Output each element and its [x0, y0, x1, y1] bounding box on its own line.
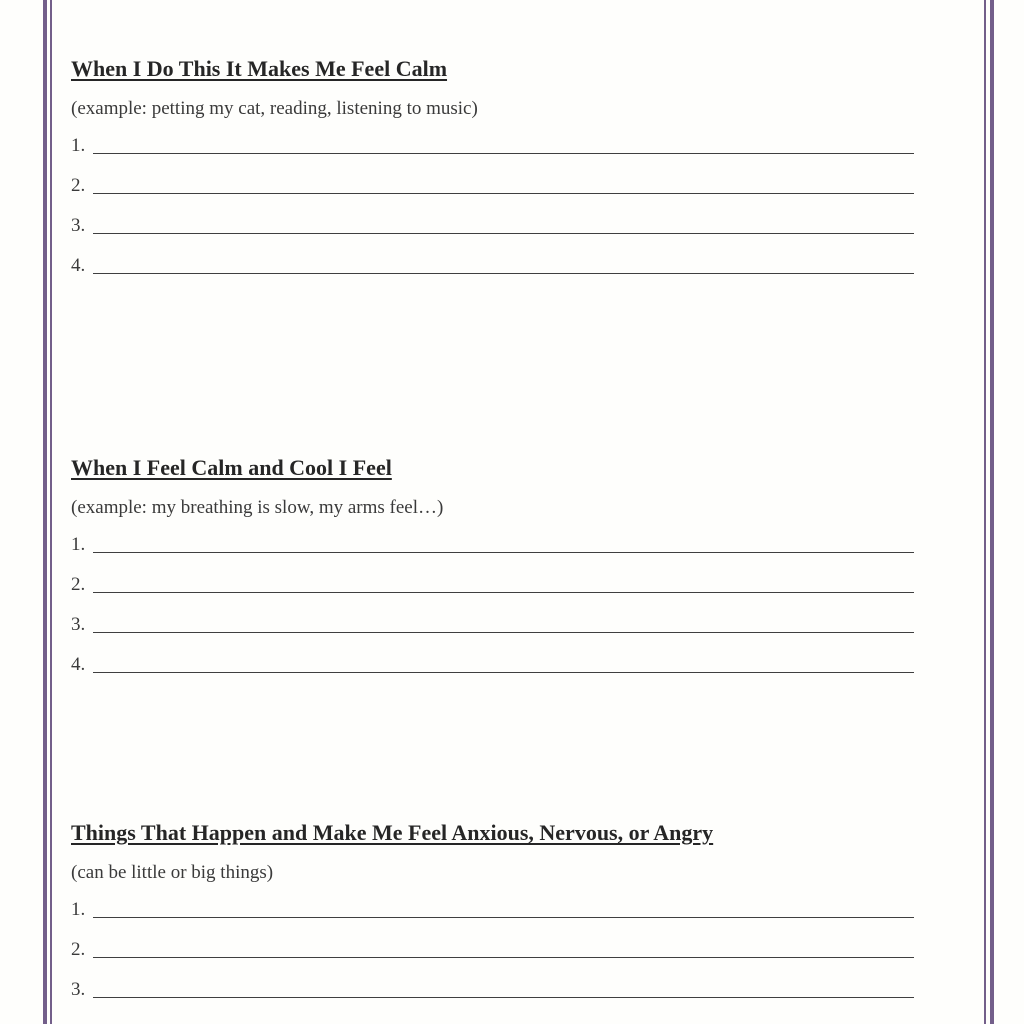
entry-row[interactable]	[71, 636, 914, 676]
entry-answer-line[interactable]	[93, 957, 914, 958]
section-example: (example: petting my cat, reading, listening to music)	[71, 98, 478, 119]
page-border-left-inner	[50, 0, 52, 1024]
entry-number: 1.	[71, 135, 86, 156]
section-example: (can be little or big things)	[71, 862, 274, 883]
section-heading: When I Do This It Makes Me Feel Calm	[71, 56, 448, 81]
entry-number: 2.	[71, 175, 86, 196]
entry-row[interactable]	[71, 117, 914, 157]
section-calm-activities	[71, 55, 914, 277]
page-border-right-inner	[984, 0, 986, 1024]
entry-answer-line[interactable]	[93, 917, 914, 918]
entry-number: 3.	[71, 614, 86, 635]
entry-answer-line[interactable]	[93, 153, 914, 154]
section-example: (example: my breathing is slow, my arms feel…)	[71, 497, 444, 518]
entry-answer-line[interactable]	[93, 672, 914, 673]
entry-number: 3.	[71, 979, 86, 1000]
section-calm-feelings	[71, 454, 914, 676]
entry-row[interactable]	[71, 961, 914, 1001]
section-anxiety-triggers	[71, 819, 914, 1001]
entry-number: 1.	[71, 534, 86, 555]
entry-answer-line[interactable]	[93, 273, 914, 274]
section-heading: Things That Happen and Make Me Feel Anxious, Nervous, or Angry	[71, 820, 714, 845]
entry-row[interactable]	[71, 556, 914, 596]
entry-number: 2.	[71, 939, 86, 960]
entry-answer-line[interactable]	[93, 592, 914, 593]
entry-answer-line[interactable]	[93, 233, 914, 234]
entry-answer-line[interactable]	[93, 193, 914, 194]
entry-answer-line[interactable]	[93, 632, 914, 633]
entry-number: 4.	[71, 255, 86, 276]
entry-row[interactable]	[71, 921, 914, 961]
section-heading: When I Feel Calm and Cool I Feel	[71, 455, 392, 480]
entry-number: 1.	[71, 899, 86, 920]
page-border-left-outer	[43, 0, 47, 1024]
entry-row[interactable]	[71, 516, 914, 556]
entry-number: 2.	[71, 574, 86, 595]
entry-row[interactable]	[71, 197, 914, 237]
entry-number: 4.	[71, 654, 86, 675]
page-border-right-outer	[990, 0, 994, 1024]
entry-row[interactable]	[71, 881, 914, 921]
entry-row[interactable]	[71, 237, 914, 277]
entry-number: 3.	[71, 215, 86, 236]
entry-row[interactable]	[71, 157, 914, 197]
entry-answer-line[interactable]	[93, 552, 914, 553]
entry-answer-line[interactable]	[93, 997, 914, 998]
entry-row[interactable]	[71, 596, 914, 636]
